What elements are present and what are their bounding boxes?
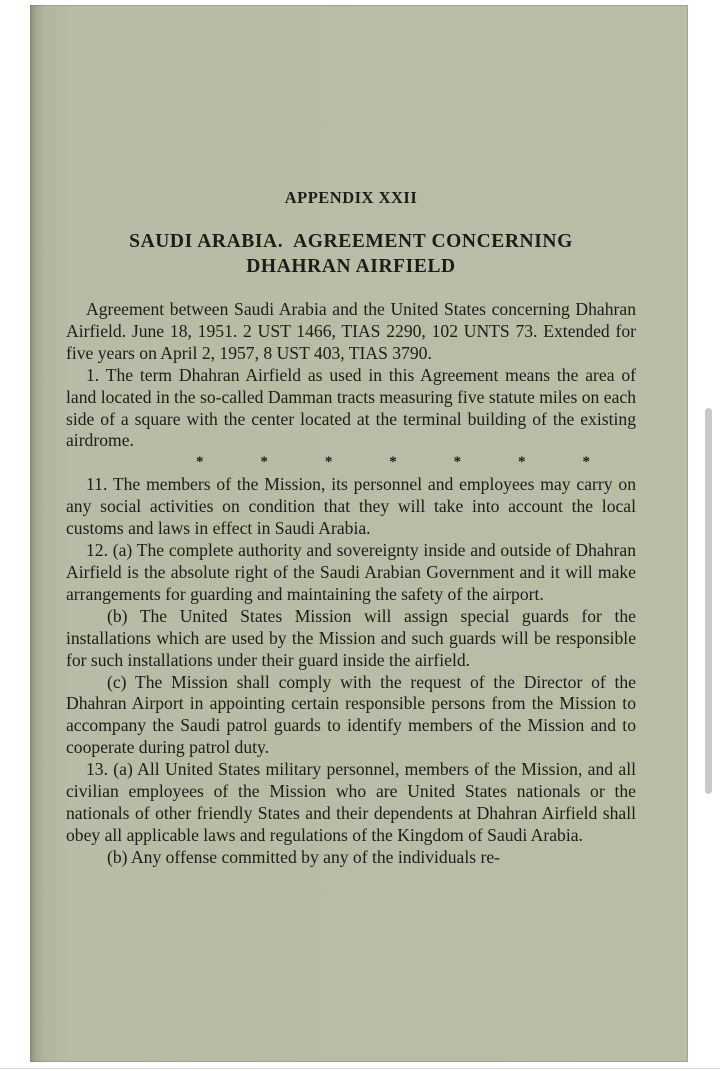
title-line-1: SAUDI ARABIA. AGREEMENT CONCERNING [129, 231, 573, 252]
scrollbar-thumb[interactable] [705, 408, 712, 794]
separator-star: * [260, 454, 268, 471]
separator-star: * [389, 454, 397, 471]
separator-star: * [196, 454, 204, 471]
separator-star: * [582, 454, 590, 471]
separator-star: * [518, 454, 526, 471]
separator-star: * [324, 454, 333, 471]
paragraph-11: 11. The members of the Mission, its personnel and employees may carry on any social activities on condition that they will take into account the local customs and laws in effect in Saudi Arabia. [66, 474, 636, 539]
paragraph-12b: (b) The United States Mission will assign special guards for the installations which are used by the Mission and such guards will be responsible for such installations under their guard inside the airfield. [66, 605, 636, 670]
document-title [66, 229, 636, 279]
separator-star: * [453, 454, 462, 471]
paragraph-1: 1. The term Dhahran Airfield as used in this Agreement means the area of land located in the so-called Damman tracts measuring five statute miles on each side of a square with the center located at the terminal building of the existing airdrome. [66, 364, 636, 451]
paragraph-12a: 12. (a) The complete authority and sovereignty inside and outside of Dhahran Airfield is the absolute right of the Saudi Arabian Government and it will make arrangements for guarding and maintaining the safety of the airport. [66, 540, 636, 604]
paragraph-12c: (c) The Mission shall comply with the request of the Director of the Dhahran Airport in appointing certain responsible persons from the Mission to accompany the Saudi patrol guards to identify members of the Mission and to cooperate during patrol duty. [66, 671, 636, 758]
omission-separator [66, 452, 636, 474]
paragraph-13b: (b) Any offense committed by any of the individuals re- [107, 846, 500, 867]
paragraph-13a: 13. (a) All United States military personnel, members of the Mission, and all civilian employees of the Mission who are United States nationals or the nationals of other friendly States and their dependents at Dhahran Airfield shall obey all applicable laws and regulations of the Kingdom of Saudi Arabia. [66, 759, 636, 845]
document-body [66, 299, 636, 869]
appendix-heading: APPENDIX XXII [284, 188, 418, 207]
paragraph-intro: Agreement between Saudi Arabia and the United States concerning Dhahran Airfield. June 18, 1951. 2 UST 1466, TIAS 2290, 102 UNTS 73. Extended for five years on April 2, 1957, 8 UST 403, TIAS 3790. [66, 299, 636, 363]
title-line-2: DHAHRAN AIRFIELD [246, 256, 456, 277]
viewer-bottom-border [0, 1068, 720, 1069]
